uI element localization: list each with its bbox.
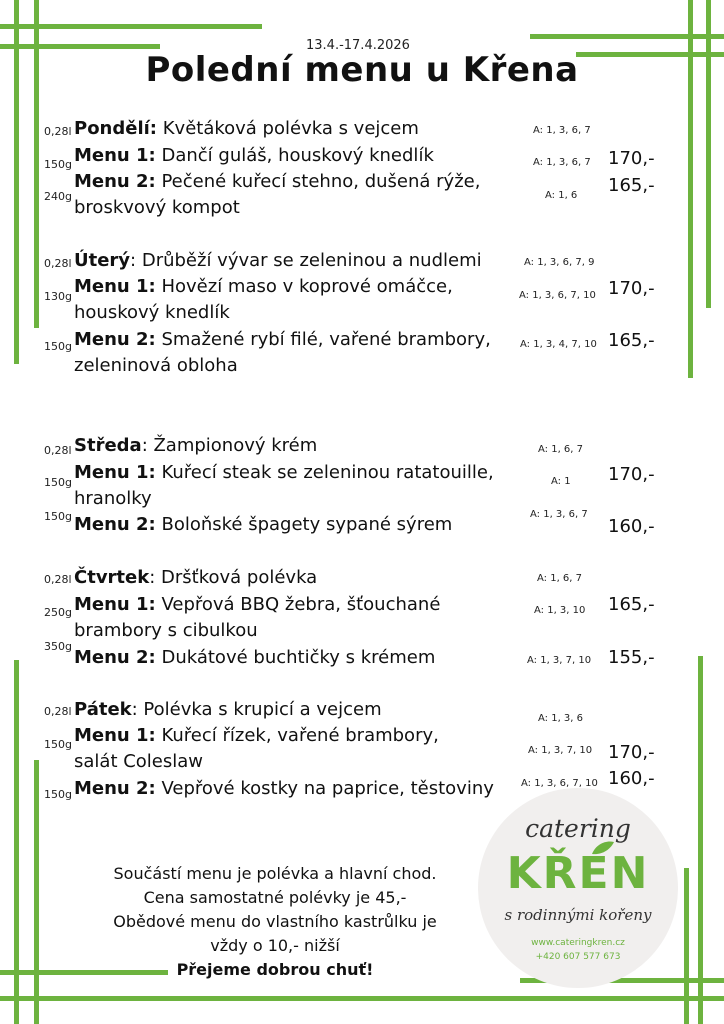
logo-phone: +420 607 577 673 (535, 952, 621, 962)
menu-label: Menu 2: (74, 171, 156, 192)
dish-text: Dančí guláš, houskový knedlík (155, 145, 434, 166)
menu-line (74, 567, 317, 588)
catering-kren-logo (478, 788, 678, 988)
dish-text: Smažené rybí filé, vařené brambory, (155, 329, 491, 350)
allergens: A: 1, 6 (545, 190, 578, 201)
menu-label: Menu 2: (74, 647, 156, 668)
allergens: A: 1, 3, 6 (538, 713, 584, 724)
portion-size: 150g (44, 510, 72, 523)
portion-size: 240g (44, 190, 72, 203)
price: 165,- (608, 330, 655, 351)
portion-size: 0,28l (44, 705, 72, 718)
price: 160,- (608, 768, 655, 789)
menu-label: Menu 1: (74, 145, 156, 166)
menu-line (74, 118, 419, 139)
dish-text: Vepřová BBQ žebra, šťouchané (155, 594, 441, 615)
dish-text: : Žampionový krém (141, 435, 318, 456)
menu-label: Menu 2: (74, 778, 156, 799)
menu-line (74, 276, 453, 297)
price: 170,- (608, 278, 655, 299)
footer-line: Cena samostatné polévky je 45,- (143, 888, 407, 907)
portion-size: 150g (44, 340, 72, 353)
menu-line (74, 699, 382, 720)
menu-label: Menu 1: (74, 594, 156, 615)
footer-line: vždy o 10,- nižší (210, 936, 340, 955)
footer-line: Součástí menu je polévka a hlavní chod. (113, 864, 437, 883)
menu-line (74, 647, 435, 668)
dish-text: Dukátové buchtičky s krémem (155, 647, 436, 668)
day-label: Úterý (74, 250, 131, 271)
dish-text: Vepřové kostky na paprice, těstoviny (155, 778, 494, 799)
allergens: A: 1 (551, 476, 571, 487)
dish-text-continued: broskvový kompot (74, 197, 240, 218)
portion-size: 130g (44, 290, 72, 303)
menu-label: Menu 2: (74, 514, 156, 535)
logo-tagline: s rodinnými kořeny (504, 906, 652, 924)
allergens: A: 1, 3, 6, 7 (530, 509, 588, 520)
price: 170,- (608, 742, 655, 763)
portion-size: 150g (44, 158, 72, 171)
menu-line (74, 462, 494, 483)
menu-line (74, 514, 452, 535)
menu-line (74, 435, 317, 456)
price: 160,- (608, 516, 655, 537)
allergens: A: 1, 3, 6, 7 (533, 157, 591, 168)
dish-text-continued: hranolky (74, 488, 152, 509)
day-label: Čtvrtek (74, 567, 150, 588)
menu-label: Menu 1: (74, 725, 156, 746)
dish-text: Hovězí maso v koprové omáčce, (155, 276, 453, 297)
menu-label: Menu 1: (74, 276, 156, 297)
menu-line (74, 250, 482, 271)
logo-word-kren: KŘEN (506, 848, 650, 899)
dish-text-continued: salát Coleslaw (74, 751, 204, 772)
menu-line (74, 145, 434, 166)
menu-line (74, 725, 439, 746)
dish-text: Květáková polévka s vejcem (157, 118, 419, 139)
dish-text: Pečené kuřecí stehno, dušená rýže, (155, 171, 481, 192)
footer-line: Obědové menu do vlastního kastrůlku je (113, 912, 437, 931)
price: 170,- (608, 464, 655, 485)
dish-text-continued: brambory s cibulkou (74, 620, 258, 641)
price: 170,- (608, 148, 655, 169)
allergens: A: 1, 3, 6, 7, 10 (521, 778, 598, 789)
dish-text-continued: houskový knedlík (74, 302, 230, 323)
day-label: Pondělí: (74, 118, 158, 139)
day-label: Pátek (74, 699, 132, 720)
allergens: A: 1, 6, 7 (537, 573, 583, 584)
portion-size: 150g (44, 788, 72, 801)
page-title: Polední menu u Křena (145, 50, 579, 90)
dish-text: Kuřecí řízek, vařené brambory, (155, 725, 439, 746)
portion-size: 150g (44, 738, 72, 751)
allergens: A: 1, 3, 10 (534, 605, 586, 616)
dish-text-continued: zeleninová obloha (74, 355, 238, 376)
price: 165,- (608, 175, 655, 196)
portion-size: 0,28l (44, 444, 72, 457)
allergens: A: 1, 3, 6, 7 (533, 125, 591, 136)
allergens: A: 1, 3, 6, 7, 9 (524, 257, 595, 268)
portion-size: 150g (44, 476, 72, 489)
dish-text: Boloňské špagety sypané sýrem (155, 514, 453, 535)
allergens: A: 1, 3, 7, 10 (527, 655, 592, 666)
portion-size: 250g (44, 606, 72, 619)
menu-line (74, 329, 491, 350)
price: 155,- (608, 647, 655, 668)
menu-label: Menu 2: (74, 329, 156, 350)
allergens: A: 1, 3, 6, 7, 10 (519, 290, 596, 301)
dish-text: : Drůběží vývar se zeleninou a nudlemi (130, 250, 482, 271)
portion-size: 0,28l (44, 125, 72, 138)
allergens: A: 1, 6, 7 (538, 444, 584, 455)
portion-size: 0,28l (44, 257, 72, 270)
footer-note (90, 862, 460, 982)
menu-line (74, 171, 480, 192)
dish-text: Kuřecí steak se zeleninou ratatouille, (155, 462, 494, 483)
dish-text: : Dršťková polévka (149, 567, 318, 588)
portion-size: 350g (44, 640, 72, 653)
allergens: A: 1, 3, 4, 7, 10 (520, 339, 597, 350)
logo-word-catering: catering (525, 814, 631, 843)
menu-line (74, 778, 494, 799)
day-label: Středa (74, 435, 142, 456)
date-range: 13.4.-17.4.2026 (306, 38, 410, 53)
logo-website: www.cateringkren.cz (531, 938, 625, 948)
allergens: A: 1, 3, 7, 10 (528, 745, 593, 756)
dish-text: : Polévka s krupicí a vejcem (131, 699, 382, 720)
footer-greeting: Přejeme dobrou chuť! (176, 960, 374, 979)
menu-line (74, 594, 440, 615)
price: 165,- (608, 594, 655, 615)
menu-label: Menu 1: (74, 462, 156, 483)
portion-size: 0,28l (44, 573, 72, 586)
